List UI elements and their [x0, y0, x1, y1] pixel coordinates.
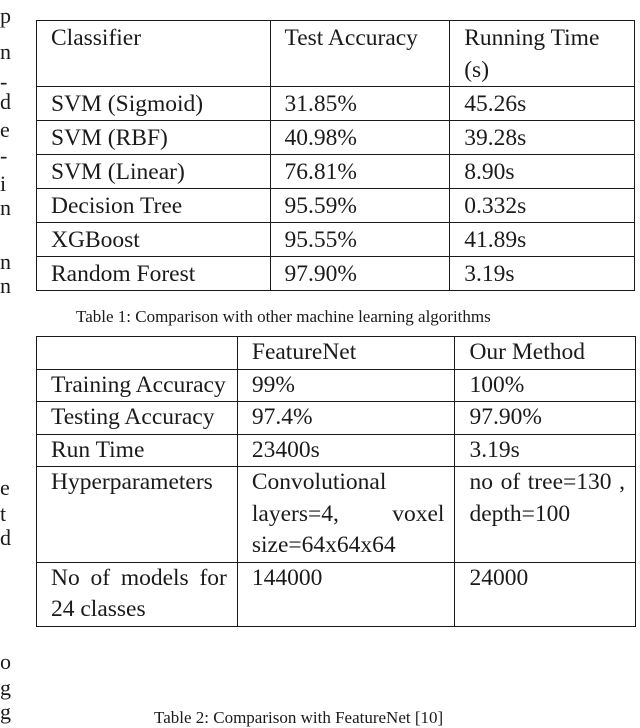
table-2-caption: Table 2: Comparison with FeatureNet [10]: [154, 708, 444, 727]
margin-fragment: n: [0, 39, 11, 64]
margin-fragment: n: [0, 195, 11, 220]
cell-metric: Testing Accuracy: [37, 402, 238, 435]
margin-fragment: p: [0, 3, 11, 28]
margin-fragment: d: [0, 525, 11, 550]
margin-fragment: d: [0, 89, 11, 114]
table-header-row: [37, 337, 636, 370]
margin-fragment: g: [0, 675, 11, 700]
table-1-caption: Table 1: Comparison with other machine learning algorithms: [76, 307, 491, 326]
cell-metric: Hyperparameters: [37, 467, 238, 563]
cell-featurenet: 23400s: [237, 434, 455, 467]
cell-classifier: SVM (RBF): [37, 121, 271, 155]
table-row: [37, 87, 635, 121]
cell-featurenet: 144000: [237, 562, 455, 626]
header-running-time: Running Time (s): [450, 21, 635, 87]
cell-our-method: 97.90%: [455, 402, 636, 435]
cell-running-time: 45.26s: [450, 87, 635, 121]
margin-fragment: e: [0, 475, 10, 500]
cell-our-method: no of tree=130 , depth=100: [455, 467, 636, 563]
header-empty: [37, 337, 238, 370]
cell-running-time: 8.90s: [450, 155, 635, 189]
margin-fragment: -: [0, 143, 8, 168]
cell-classifier: XGBoost: [37, 223, 271, 257]
cell-featurenet: Convolutional layers=4, voxel size=64x64x64: [237, 467, 455, 563]
table-row: [37, 467, 636, 563]
margin-fragment: g: [0, 699, 11, 724]
cell-test-accuracy: 40.98%: [270, 121, 450, 155]
cell-classifier: Random Forest: [37, 257, 271, 291]
cell-classifier: Decision Tree: [37, 189, 271, 223]
classifier-comparison-table: [36, 20, 635, 291]
table-row: [37, 223, 635, 257]
cell-test-accuracy: 95.59%: [270, 189, 450, 223]
cell-classifier: SVM (Linear): [37, 155, 271, 189]
cell-our-method: 3.19s: [455, 434, 636, 467]
table-row: [37, 562, 636, 626]
table-row: [37, 257, 635, 291]
cell-featurenet: 99%: [237, 369, 455, 402]
cell-test-accuracy: 97.90%: [270, 257, 450, 291]
header-classifier: Classifier: [37, 21, 271, 87]
header-featurenet: FeatureNet: [237, 337, 455, 370]
cell-our-method: 100%: [455, 369, 636, 402]
cell-running-time: 39.28s: [450, 121, 635, 155]
cell-test-accuracy: 76.81%: [270, 155, 450, 189]
cell-our-method: 24000: [455, 562, 636, 626]
table-row: [37, 402, 636, 435]
table-row: [37, 189, 635, 223]
margin-fragment: e: [0, 117, 10, 142]
header-our-method: Our Method: [455, 337, 636, 370]
cell-metric: No of models for 24 classes: [37, 562, 238, 626]
cell-metric: Run Time: [37, 434, 238, 467]
header-test-accuracy: Test Accuracy: [270, 21, 450, 87]
margin-fragment: i: [0, 171, 7, 196]
margin-fragment: n: [0, 273, 11, 298]
margin-fragment: n: [0, 249, 11, 274]
cell-running-time: 0.332s: [450, 189, 635, 223]
cell-test-accuracy: 95.55%: [270, 223, 450, 257]
cell-classifier: SVM (Sigmoid): [37, 87, 271, 121]
margin-fragment: -: [0, 69, 8, 94]
featurenet-comparison-table: [36, 336, 636, 627]
cell-running-time: 41.89s: [450, 223, 635, 257]
margin-fragment: o: [0, 649, 11, 674]
table-row: [37, 369, 636, 402]
margin-fragment: t: [0, 501, 7, 526]
cell-featurenet: 97.4%: [237, 402, 455, 435]
cell-metric: Training Accuracy: [37, 369, 238, 402]
table-row: [37, 434, 636, 467]
table-row: [37, 155, 635, 189]
cell-test-accuracy: 31.85%: [270, 87, 450, 121]
table-row: [37, 121, 635, 155]
cell-running-time: 3.19s: [450, 257, 635, 291]
table-header-row: [37, 21, 635, 87]
